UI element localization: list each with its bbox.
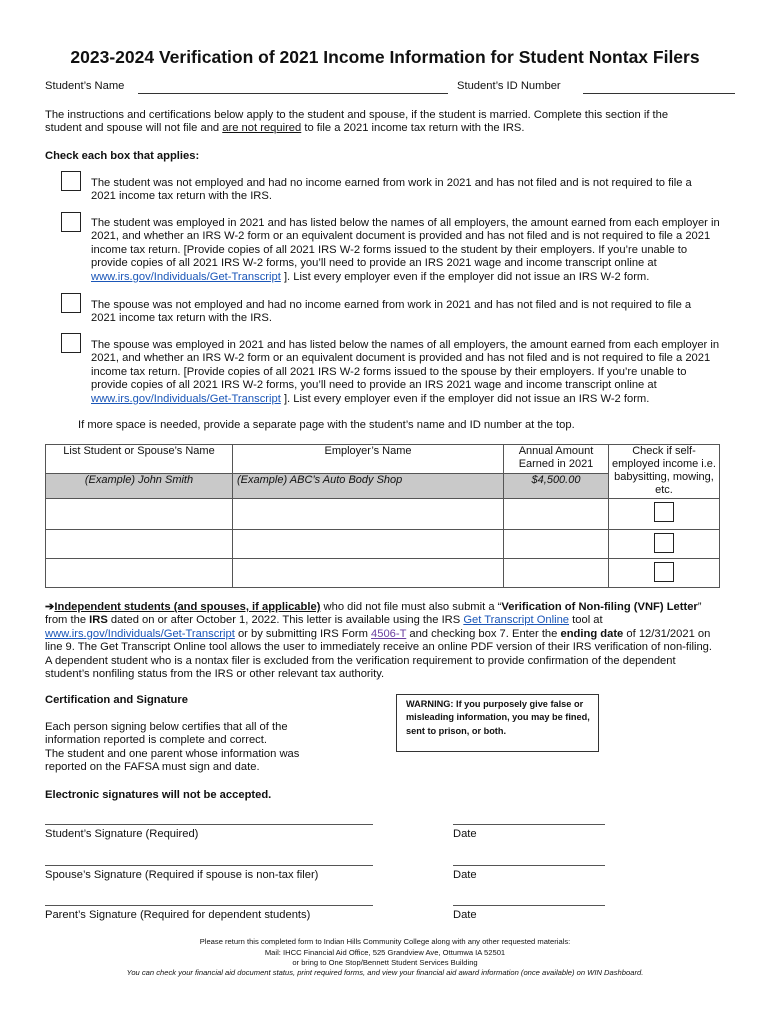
employer-cell[interactable] [233,530,504,559]
parent-date-line[interactable] [453,905,605,906]
table-row [46,559,720,588]
self-employed-cell [609,559,720,588]
option-student-employed [91,217,721,284]
date-label: Date [453,909,477,921]
table-row [46,499,720,530]
self-employed-checkbox[interactable] [654,502,674,522]
ending-date-label: ending date [560,627,624,640]
footer-one-stop: or bring to One Stop/Bennett Student Services Building [292,958,478,967]
student-signature-line[interactable] [45,824,373,825]
footer-mail-address: Mail: IHCC Financial Aid Office, 525 Grandview Ave, Ottumwa IA 52501 [264,948,506,957]
student-name-label: Student’s Name [45,80,125,92]
example-amount: $4,500.00 [504,474,609,499]
employer-table [45,444,720,588]
vnf-letter: Verification of Non-filing (VNF) Letter [501,601,698,613]
self-employed-cell [609,530,720,559]
get-transcript-online-link[interactable]: Get Transcript Online [463,614,570,627]
certification-heading: Certification and Signature [45,694,188,706]
footer-win-dashboard: You can check your financial aid document status, print required forms, and view your financial aid award information (once available) on WIN Dashboard. [126,968,644,977]
independent-text: of 12/31/2021 on line 9. The Get Transcript Online tool allows the user to immediately receive an online PDF version of their IRS verification of non-filing. A dependent student who is a nontax filer is excluded from the verification requirement to provide confirmation of the dependent student’s nonfiling status from the IRS or other relevant tax authority. [45,627,713,681]
name-cell[interactable] [46,499,233,530]
checkbox-spouse-employed[interactable] [61,333,81,353]
independent-text: or by submitting IRS Form [234,627,371,640]
example-name: (Example) John Smith [46,474,233,499]
amount-cell[interactable] [504,530,609,559]
student-signature-label: Student’s Signature (Required) [45,828,199,840]
certification-text-2: The student and one parent whose information was reported on the FAFSA must sign and date. [45,748,300,774]
independent-text: and checking box 7. Enter the [406,627,561,640]
independent-text: dated on or after October 1, 2022. This letter is available using the IRS [107,614,464,627]
student-name-field[interactable] [138,93,448,94]
certification-text: Each person signing below certifies that all of the information reported is complete and correct. [45,721,288,747]
intro-text-2: to file a 2021 income tax return with the IRS. [301,122,525,135]
self-employed-checkbox[interactable] [654,562,674,582]
spouse-signature-label: Spouse’s Signature (Required if spouse is non-tax filer) [45,869,319,881]
name-cell[interactable] [46,530,233,559]
checkbox-student-employed[interactable] [61,212,81,232]
irs-transcript-link[interactable]: www.irs.gov/Individuals/Get-Transcript [91,270,281,283]
amount-cell[interactable] [504,559,609,588]
checkbox-student-not-employed[interactable] [61,171,81,191]
student-id-field[interactable] [583,93,735,94]
amount-cell[interactable] [504,499,609,530]
independent-text: who did not file must also submit a “ [320,601,502,613]
option-student-employed-tail: ]. List every employer even if the employer did not issue an IRS W-2 form. [280,270,650,283]
option-spouse-employed-tail: ]. List every employer even if the employer did not issue an IRS W-2 form. [280,392,650,405]
arrow-icon: ➔ [45,601,55,613]
employer-cell[interactable] [233,559,504,588]
spouse-signature-line[interactable] [45,865,373,866]
self-employed-checkbox[interactable] [654,533,674,553]
name-cell[interactable] [46,559,233,588]
student-id-label: Student’s ID Number [457,80,561,92]
intro-text-1: The instructions and certifications below apply to the student and spouse, if the student is married. Complete this section if the student and spouse will not file and [45,109,669,135]
option-student-not-employed: The student was not employed and had no income earned from work in 2021 and has not filed and is not required to file a 2021 income tax return with the IRS. [91,177,692,203]
footer-return-note: Please return this completed form to Indian Hills Community College along with any other requested materials: [199,937,571,946]
example-employer: (Example) ABC’s Auto Body Shop [233,474,504,499]
independent-lead: Independent students (and spouses, if applicable) [54,601,321,613]
header-employer: Employer’s Name [233,445,504,474]
parent-signature-line[interactable] [45,905,373,906]
independent-students-paragraph [45,601,721,681]
checkbox-spouse-not-employed[interactable] [61,293,81,313]
spouse-date-line[interactable] [453,865,605,866]
employer-cell[interactable] [233,499,504,530]
irs-label: IRS [89,614,108,627]
independent-text: tool at [569,614,603,627]
warning-box: WARNING: If you purposely give false or misleading information, you may be fined, sent to prison, or both. [396,694,599,752]
table-header-row [46,445,720,474]
check-heading: Check each box that applies: [45,150,200,162]
independent-text: ” from the [45,601,702,627]
parent-signature-label: Parent’s Signature (Required for dependent students) [45,909,311,921]
option-student-employed-text: The student was employed in 2021 and has listed below the names of all employers, the amount earned from each employer in 2021, and whether an IRS W-2 form or an equivalent document is provided and has not filed and is not required to file a 2021 income tax return. [Provide copies of all 2021 IRS W-2 forms issued to the student by their employers. If you’re unable to provide copies of all 2021 IRS W-2 forms, you’ll need to provide an IRS 2021 wage and income transcript online at [91,217,720,270]
student-date-line[interactable] [453,824,605,825]
table-row [46,530,720,559]
option-spouse-not-employed: The spouse was not employed and had no income earned from work in 2021 and has not filed and is not required to file a 2021 income tax return with the IRS. [91,299,692,325]
header-self-employed: Check if self-employed income i.e. babysitting, mowing, etc. [609,445,720,499]
intro-underlined: are not required [222,122,302,135]
option-spouse-employed-text: The spouse was employed in 2021 and has listed below the names of all employers, the amount earned from each employer in 2021, and whether an IRS W-2 form or an equivalent document is provided and has not filed and is not required to file a 2021 income tax return. [Provide copies of all 2021 IRS W-2 forms issued to the spouse by their employers. If you’re unable to provide copies of all 2021 IRS W-2 forms, you’ll need to provide an IRS 2021 wage and income transcript online at [91,339,720,392]
form-4506t-link[interactable]: 4506-T [371,627,407,640]
header-name: List Student or Spouse’s Name [46,445,233,474]
form-title: 2023-2024 Verification of 2021 Income Information for Student Nontax Filers [70,47,700,67]
no-electronic-signatures: Electronic signatures will not be accepted. [45,789,272,801]
option-spouse-employed [91,339,721,406]
header-amount: Annual Amount Earned in 2021 [504,445,609,474]
more-space-note: If more space is needed, provide a separate page with the student’s name and ID number at the top. [78,419,575,431]
irs-transcript-link[interactable]: www.irs.gov/Individuals/Get-Transcript [91,392,281,405]
self-employed-cell [609,499,720,530]
date-label: Date [453,828,477,840]
irs-transcript-link[interactable]: www.irs.gov/Individuals/Get-Transcript [45,627,235,640]
date-label: Date [453,869,477,881]
intro-paragraph [45,109,685,136]
